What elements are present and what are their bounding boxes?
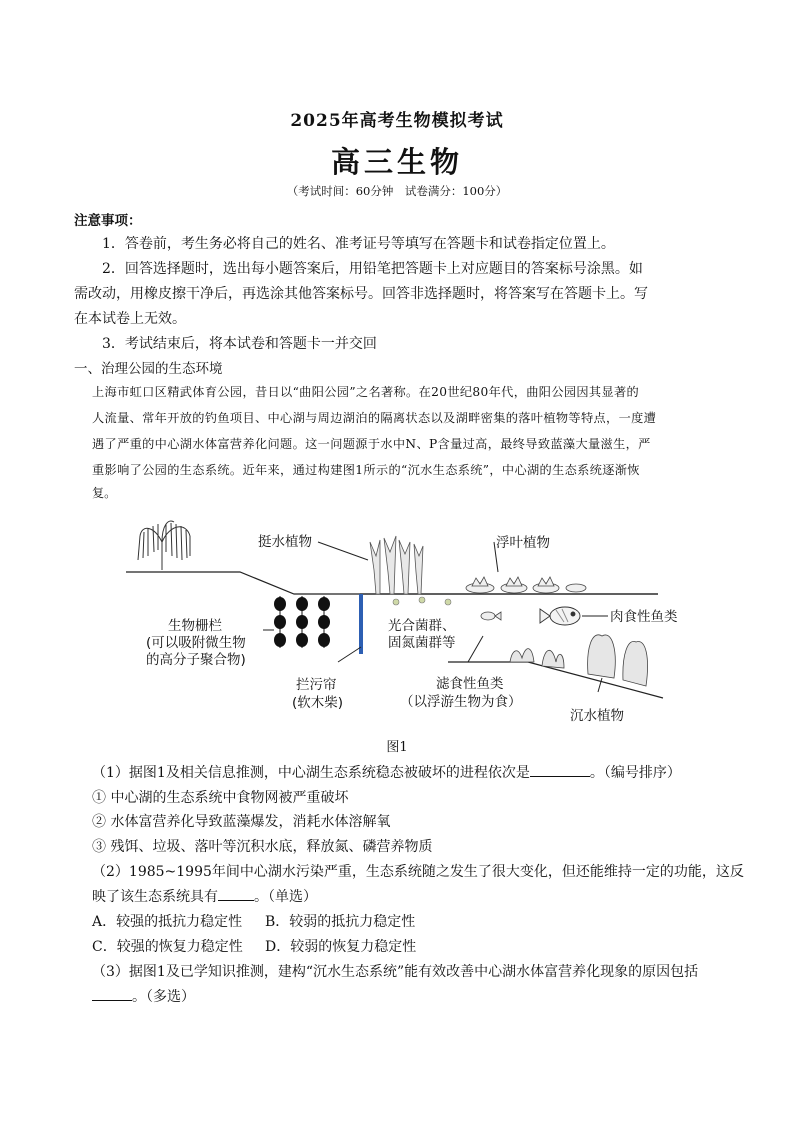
q1-item: ② 水体富营养化导致蓝藻爆发，消耗水体溶解氧	[92, 814, 391, 830]
label-curtain-1: 拦污帘	[296, 677, 337, 693]
q3-suffix: 。（多选）	[132, 989, 195, 1005]
answer-blank[interactable]	[530, 762, 590, 777]
subject-title: 高三生物	[330, 145, 463, 179]
passage-line: 遇了严重的中心湖水体富营养化问题。这一问题源于水中N、P含量过高，最终导致蓝藻大量滋生，严	[92, 437, 651, 451]
answer-blank[interactable]	[92, 986, 132, 1001]
answer-blank[interactable]	[218, 886, 254, 901]
notice-heading: 注意事项：	[74, 213, 142, 229]
q1-prefix: （1）据图1及相关信息推测，中心湖生态系统稳态被破坏的进程依次是	[92, 765, 530, 781]
bacteria-icon	[393, 597, 451, 605]
notice-line: 2．回答选择题时，选出每小题答案后，用铅笔把答题卡上对应题目的答案标号涂黑。如	[102, 261, 643, 277]
willow-tree-icon	[138, 521, 190, 570]
label-curtain-2: (软木柴)	[292, 695, 344, 711]
q2-prefix: 映了该生态系统具有	[92, 889, 218, 905]
label-filter-fish-1: 滤食性鱼类	[436, 676, 504, 692]
biological-fence-icon	[274, 596, 330, 648]
label-filter-fish-2: （以浮游生物为食）	[400, 694, 522, 710]
q2-suffix: 。（单选）	[254, 889, 317, 905]
passage-line: 复。	[92, 486, 117, 500]
label-fence-2: (可以吸附微生物	[146, 635, 246, 651]
notice-line: 需改动，用橡皮擦干净后，再选涂其他答案标号。回答非选择题时，将答案写在答题卡上。写	[74, 286, 648, 302]
label-submerged-plants: 沉水植物	[570, 708, 624, 724]
carnivorous-fish-icon	[540, 607, 580, 625]
option-d: D．较弱的恢复力稳定性	[265, 939, 417, 955]
option-a: A．较强的抵抗力稳定性	[92, 914, 243, 930]
passage-line: 重影响了公园的生态系统。近年来，通过构建图1所示的“沉水生态系统”，中心湖的生态系统逐渐恢	[92, 463, 640, 477]
question-2-line-1: （2）1985~1995年间中心湖水污染严重，生态系统随之发生了很大变化，但还能维持一定的功能，这反	[92, 864, 744, 880]
q1-item: ③ 残饵、垃圾、落叶等沉积水底，释放氮、磷营养物质	[92, 839, 433, 855]
label-bacteria-1: 光合菌群、	[388, 618, 456, 634]
notice-line: 在本试卷上无效。	[74, 311, 186, 327]
question-3-line-1: （3）据图1及已学知识推测，建构“沉水生态系统”能有效改善中心湖水体富营养化现象的原因包括	[92, 964, 699, 980]
emergent-plants-icon	[370, 536, 423, 594]
label-fence-1: 生物栅栏	[168, 618, 222, 634]
passage-line: 人流量、常年开放的钓鱼项目、中心湖与周边湖泊的隔离状态以及湖畔密集的落叶植物等特点，一度遭	[92, 411, 657, 425]
question-2-line-2	[92, 886, 317, 906]
question-3-line-2	[92, 986, 195, 1006]
notice-line: 3．考试结束后，将本试卷和答题卡一并交回	[102, 336, 377, 352]
label-carnivorous-fish: 肉食性鱼类	[610, 609, 678, 625]
q1-suffix: 。（编号排序）	[589, 765, 681, 781]
section-title: 一、治理公园的生态环境	[74, 361, 223, 377]
submerged-plants-icon	[510, 635, 648, 686]
passage-line: 上海市虹口区精武体育公园，昔日以“曲阳公园”之名著称。在20世纪80年代，曲阳公园因其显著的	[92, 385, 640, 399]
label-floating-plants: 浮叶植物	[496, 535, 550, 551]
q1-item: ① 中心湖的生态系统中食物网被严重破坏	[92, 790, 349, 806]
label-bacteria-2: 固氮菌群等	[388, 635, 456, 651]
floating-plants-icon	[466, 577, 586, 593]
question-1	[92, 762, 681, 782]
label-emergent-plants: 挺水植物	[258, 534, 312, 550]
figure-caption: 图1	[386, 740, 408, 755]
ecosystem-diagram	[118, 512, 698, 734]
option-b: B．较弱的抵抗力稳定性	[265, 914, 416, 930]
exam-info: （考试时间：60分钟 试卷满分：100分）	[286, 184, 508, 198]
filter-fish-icon	[481, 612, 501, 620]
exam-title: 2025年高考生物模拟考试	[290, 111, 504, 131]
option-c: C．较强的恢复力稳定性	[92, 939, 243, 955]
notice-line: 1．答卷前，考生务必将自己的姓名、准考证号等填写在答题卡和试卷指定位置上。	[102, 236, 615, 252]
pollution-curtain-icon	[359, 594, 363, 654]
label-fence-3: 的高分子聚合物)	[146, 652, 246, 668]
